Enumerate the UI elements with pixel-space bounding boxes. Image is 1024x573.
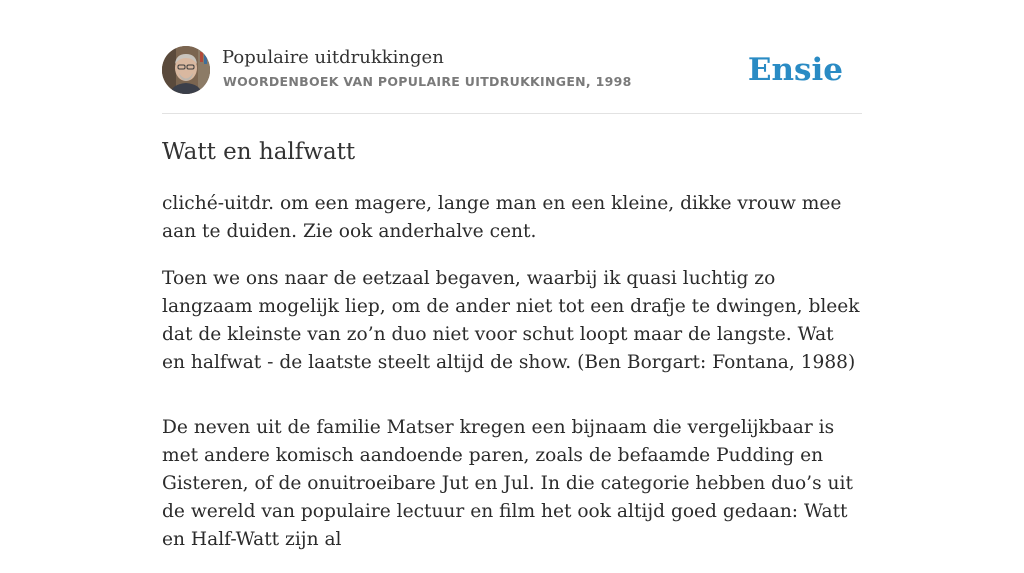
source-title[interactable]: Populaire uitdrukkingen [222, 47, 444, 68]
source-subtitle: WOORDENBOEK VAN POPULAIRE UITDRUKKINGEN, 1998 [223, 74, 632, 89]
definition-paragraph: cliché-uitdr. om een magere, lange man en een kleine, dikke vrouw mee aan te duiden. Zie ook anderhalve cent. [162, 193, 842, 242]
entry-title: Watt en halfwatt [162, 139, 356, 165]
entry-card [162, 0, 862, 550]
quote-paragraph: Toen we ons naar de eetzaal begaven, waarbij ik quasi luchtig zo langzaam mogelijk liep, om de ander niet tot een drafje te dwingen, bleek dat de kleinste van zo’n duo niet voor schut loopt maar de langste. Wat en halfwat - de laatste steelt altijd de show. (Ben Borgart: Fontana, 1988) [162, 268, 860, 373]
source-header [162, 46, 862, 96]
context-paragraph: De neven uit de familie Matser kregen een bijnaam die vergelijkbaar is met andere komisch aandoende paren, zoals de befaamde Pudding en Gisteren, of de onuitroeibare Jut en Jul. In die categorie hebben duo’s uit de wereld van populaire lectuur en film het ook altijd goed gedaan: Watt en Half-Watt zijn al [162, 417, 853, 550]
entry-body [162, 190, 862, 573]
header-divider [162, 113, 862, 114]
author-portrait-icon[interactable] [162, 46, 210, 94]
ensie-logo[interactable]: Ensie [747, 52, 843, 88]
